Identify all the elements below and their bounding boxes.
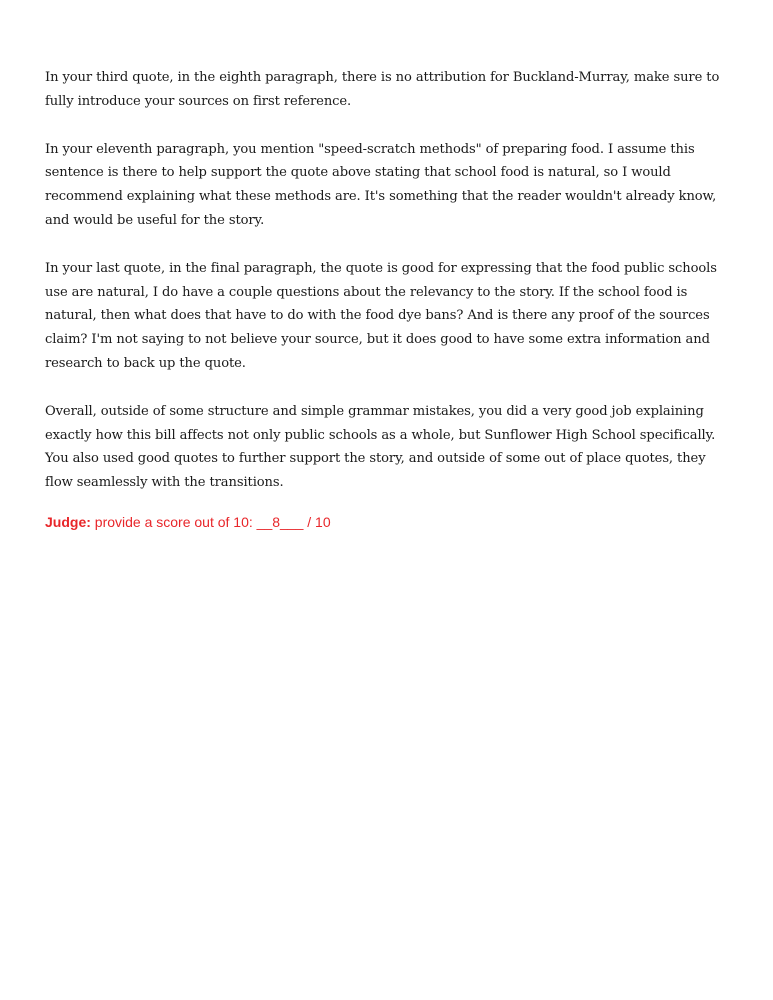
- feedback-paragraph-attribution: In your third quote, in the eighth paragraph, there is no attribution for Buckland-Murray, make sure to fully introduce your sources on first reference.: [45, 70, 720, 109]
- feedback-paragraph-overall: Overall, outside of some structure and simple grammar mistakes, you did a very good job explaining exactly how this bill affects not only public schools as a whole, but Sunflower High School specifically. You also used good quotes to further support the story, and outside of some out of place quotes, they flow seamlessly with the transitions.: [45, 403, 716, 491]
- judge-score-line: [45, 513, 733, 531]
- feedback-paragraph-speed-scratch: In your eleventh paragraph, you mention "speed-scratch methods" of preparing food. I assume this sentence is there to help support the quote above stating that school food is natural, so I would recommend explaining what these methods are. It's something that the reader wouldn't already know, and would be useful for the story.: [45, 141, 717, 228]
- judge-label: Judge:: [45, 513, 91, 530]
- feedback-paragraph-last-quote: In your last quote, in the final paragraph, the quote is good for expressing that the food public schools use are natural, I do have a couple questions about the relevancy to the story. If the school food is natural, then what does that have to do with the food dye bans? And is there any proof of the sources claim? I'm not saying to not believe your source, but it does good to have some extra information and research to back up the quote.: [45, 260, 717, 371]
- judge-score-text: provide a score out of 10: __8___ / 10: [90, 513, 331, 530]
- document-body: [45, 66, 733, 531]
